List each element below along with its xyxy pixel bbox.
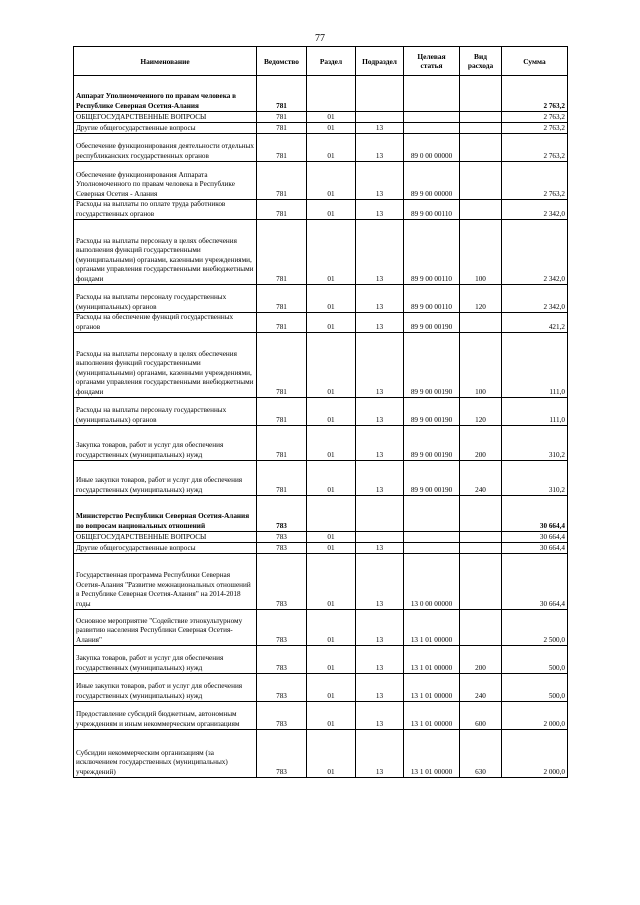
- cell-sum: 2 763,2: [502, 76, 568, 112]
- cell-dept: 783: [257, 702, 307, 730]
- header-dept: Ведомство: [257, 47, 307, 76]
- cell-sum: 2 763,2: [502, 162, 568, 200]
- cell-exp-type: [460, 112, 502, 123]
- cell-exp-type: [460, 610, 502, 646]
- cell-dept: 781: [257, 220, 307, 285]
- cell-section: 01: [307, 646, 356, 674]
- cell-exp-type: 600: [460, 702, 502, 730]
- header-name: Наименование: [74, 47, 257, 76]
- cell-exp-type: 200: [460, 646, 502, 674]
- cell-dept: 781: [257, 426, 307, 461]
- cell-target: [404, 496, 460, 532]
- cell-sum: 2 342,0: [502, 200, 568, 220]
- cell-dept: 781: [257, 313, 307, 333]
- cell-exp-type: 630: [460, 730, 502, 778]
- cell-dept: 781: [257, 333, 307, 398]
- cell-sum: 111,0: [502, 333, 568, 398]
- cell-section: 01: [307, 162, 356, 200]
- cell-name: Расходы на выплаты персоналу в целях обеспечения выполнения функций государственными (муниципальными) органами, казенными учреждениями, органами управления государственными внебюджетными фондами: [74, 333, 257, 398]
- cell-subsection: [356, 112, 404, 123]
- cell-sum: 2 500,0: [502, 610, 568, 646]
- cell-name: Расходы на выплаты персоналу государственных (муниципальных) органов: [74, 398, 257, 426]
- cell-target: 89 9 00 00190: [404, 333, 460, 398]
- cell-subsection: 13: [356, 123, 404, 134]
- table-row: [74, 543, 568, 554]
- cell-name: Расходы на обеспечение функций государственных органов: [74, 313, 257, 333]
- cell-sum: 2 763,2: [502, 112, 568, 123]
- cell-sum: 30 664,4: [502, 532, 568, 543]
- cell-dept: 781: [257, 162, 307, 200]
- cell-section: 01: [307, 333, 356, 398]
- cell-target: 89 9 00 00190: [404, 313, 460, 333]
- cell-sum: 111,0: [502, 398, 568, 426]
- cell-name: Государственная программа Республики Северная Осетия-Алания "Развитие межнациональных отношений в Республике Северная Осетия-Алания" на 2014-2018 годы: [74, 554, 257, 610]
- cell-exp-type: [460, 543, 502, 554]
- cell-sum: 421,2: [502, 313, 568, 333]
- cell-subsection: 13: [356, 674, 404, 702]
- cell-section: 01: [307, 112, 356, 123]
- cell-exp-type: [460, 532, 502, 543]
- cell-dept: 783: [257, 532, 307, 543]
- cell-name: ОБЩЕГОСУДАРСТВЕННЫЕ ВОПРОСЫ: [74, 532, 257, 543]
- cell-subsection: 13: [356, 220, 404, 285]
- cell-section: 01: [307, 543, 356, 554]
- table-row: [74, 674, 568, 702]
- cell-target: [404, 532, 460, 543]
- cell-exp-type: [460, 76, 502, 112]
- cell-target: 89 9 00 00110: [404, 200, 460, 220]
- cell-name: Субсидии некоммерческим организациям (за исключением государственных (муниципальных) учреждений): [74, 730, 257, 778]
- cell-sum: 310,2: [502, 426, 568, 461]
- cell-name: Закупка товаров, работ и услуг для обеспечения государственных (муниципальных) нужд: [74, 646, 257, 674]
- cell-exp-type: [460, 123, 502, 134]
- cell-section: 01: [307, 554, 356, 610]
- cell-target: 89 9 00 00110: [404, 220, 460, 285]
- cell-target: [404, 543, 460, 554]
- cell-section: 01: [307, 426, 356, 461]
- cell-dept: 781: [257, 112, 307, 123]
- cell-exp-type: [460, 496, 502, 532]
- cell-subsection: 13: [356, 134, 404, 162]
- cell-name: Закупка товаров, работ и услуг для обеспечения государственных (муниципальных) нужд: [74, 426, 257, 461]
- cell-section: 01: [307, 702, 356, 730]
- cell-subsection: 13: [356, 730, 404, 778]
- cell-target: 89 9 00 00190: [404, 398, 460, 426]
- cell-target: 89 9 00 00190: [404, 461, 460, 496]
- table-row: [74, 220, 568, 285]
- cell-name: Предоставление субсидий бюджетным, автономным учреждениям и иным некоммерческим организациям: [74, 702, 257, 730]
- cell-target: 89 9 00 00190: [404, 426, 460, 461]
- cell-subsection: 13: [356, 200, 404, 220]
- table-row: [74, 646, 568, 674]
- table-row: [74, 112, 568, 123]
- header-exp-type: Вид расхода: [460, 47, 502, 76]
- cell-section: 01: [307, 220, 356, 285]
- cell-sum: 30 664,4: [502, 496, 568, 532]
- cell-sum: 2 000,0: [502, 702, 568, 730]
- cell-target: 89 9 00 00110: [404, 285, 460, 313]
- cell-target: 13 1 01 00000: [404, 730, 460, 778]
- cell-section: 01: [307, 123, 356, 134]
- cell-subsection: 13: [356, 646, 404, 674]
- table-row: [74, 200, 568, 220]
- cell-subsection: 13: [356, 461, 404, 496]
- cell-name: Расходы на выплаты персоналу государственных (муниципальных) органов: [74, 285, 257, 313]
- cell-section: [307, 496, 356, 532]
- cell-sum: 30 664,4: [502, 554, 568, 610]
- cell-dept: 781: [257, 200, 307, 220]
- cell-target: [404, 123, 460, 134]
- cell-section: 01: [307, 134, 356, 162]
- cell-subsection: 13: [356, 426, 404, 461]
- cell-sum: 500,0: [502, 674, 568, 702]
- cell-name: Иные закупки товаров, работ и услуг для обеспечения государственных (муниципальных) нужд: [74, 461, 257, 496]
- cell-dept: 781: [257, 76, 307, 112]
- page-number: 77: [315, 33, 325, 44]
- cell-subsection: 13: [356, 702, 404, 730]
- cell-section: 01: [307, 461, 356, 496]
- cell-subsection: 13: [356, 285, 404, 313]
- table-row: [74, 333, 568, 398]
- cell-name: Аппарат Уполномоченного по правам человека в Республике Северная Осетия-Алания: [74, 76, 257, 112]
- cell-name: Министерство Республики Северная Осетия-Алания по вопросам национальных отношений: [74, 496, 257, 532]
- table-row: [74, 554, 568, 610]
- table-row: [74, 76, 568, 112]
- cell-name: Обеспечение функционирования деятельности отдельных республиканских государственных органов: [74, 134, 257, 162]
- cell-section: 01: [307, 398, 356, 426]
- cell-target: [404, 76, 460, 112]
- cell-name: Расходы на выплаты персоналу в целях обеспечения выполнения функций государственными (муниципальными) органами, казенными учреждениями, органами управления государственными внебюджетными фондами: [74, 220, 257, 285]
- header-subsection: Подраздел: [356, 47, 404, 76]
- cell-exp-type: [460, 200, 502, 220]
- cell-name: Обеспечение функционирования Аппарата Уполномоченного по правам человека в Республике Северная Осетия - Алания: [74, 162, 257, 200]
- cell-section: 01: [307, 532, 356, 543]
- cell-sum: 2 342,0: [502, 285, 568, 313]
- cell-dept: 783: [257, 674, 307, 702]
- header-sum: Сумма: [502, 47, 568, 76]
- cell-dept: 783: [257, 554, 307, 610]
- cell-target: [404, 112, 460, 123]
- cell-sum: 2 763,2: [502, 134, 568, 162]
- cell-exp-type: 120: [460, 285, 502, 313]
- table-row: [74, 134, 568, 162]
- cell-section: 01: [307, 674, 356, 702]
- cell-subsection: [356, 532, 404, 543]
- cell-exp-type: [460, 162, 502, 200]
- cell-target: 13 0 00 00000: [404, 554, 460, 610]
- cell-subsection: 13: [356, 313, 404, 333]
- cell-subsection: 13: [356, 554, 404, 610]
- table-row: [74, 313, 568, 333]
- table-row: [74, 162, 568, 200]
- cell-subsection: 13: [356, 543, 404, 554]
- table-row: [74, 426, 568, 461]
- cell-name: Основное мероприятие "Содействие этнокультурному развитию населения Республики Северная Осетия-Алания": [74, 610, 257, 646]
- cell-target: 89 0 00 00000: [404, 134, 460, 162]
- cell-name: Иные закупки товаров, работ и услуг для обеспечения государственных (муниципальных) нужд: [74, 674, 257, 702]
- cell-dept: 783: [257, 496, 307, 532]
- cell-exp-type: 240: [460, 674, 502, 702]
- cell-dept: 781: [257, 398, 307, 426]
- cell-target: 89 9 00 00000: [404, 162, 460, 200]
- table-row: [74, 730, 568, 778]
- cell-name: Расходы на выплаты по оплате труда работников государственных органов: [74, 200, 257, 220]
- cell-target: 13 1 01 00000: [404, 702, 460, 730]
- cell-section: 01: [307, 285, 356, 313]
- table-row: [74, 702, 568, 730]
- cell-sum: 310,2: [502, 461, 568, 496]
- header-target: Целевая статья: [404, 47, 460, 76]
- table-row: [74, 496, 568, 532]
- cell-subsection: 13: [356, 162, 404, 200]
- cell-sum: 2 000,0: [502, 730, 568, 778]
- cell-section: [307, 76, 356, 112]
- cell-exp-type: 100: [460, 333, 502, 398]
- table-row: [74, 123, 568, 134]
- cell-dept: 781: [257, 461, 307, 496]
- cell-dept: 783: [257, 730, 307, 778]
- cell-sum: 500,0: [502, 646, 568, 674]
- cell-subsection: 13: [356, 333, 404, 398]
- cell-sum: 30 664,4: [502, 543, 568, 554]
- cell-section: 01: [307, 313, 356, 333]
- cell-dept: 783: [257, 610, 307, 646]
- cell-name: Другие общегосударственные вопросы: [74, 123, 257, 134]
- cell-section: 01: [307, 730, 356, 778]
- cell-dept: 781: [257, 134, 307, 162]
- cell-exp-type: 100: [460, 220, 502, 285]
- cell-exp-type: 120: [460, 398, 502, 426]
- cell-exp-type: [460, 313, 502, 333]
- header-row: [74, 47, 568, 76]
- budget-table: [73, 46, 568, 778]
- table-row: [74, 461, 568, 496]
- cell-subsection: 13: [356, 398, 404, 426]
- cell-dept: 781: [257, 285, 307, 313]
- cell-subsection: [356, 76, 404, 112]
- cell-name: ОБЩЕГОСУДАРСТВЕННЫЕ ВОПРОСЫ: [74, 112, 257, 123]
- cell-exp-type: [460, 134, 502, 162]
- header-section: Раздел: [307, 47, 356, 76]
- cell-sum: 2 763,2: [502, 123, 568, 134]
- cell-dept: 781: [257, 123, 307, 134]
- cell-section: 01: [307, 200, 356, 220]
- cell-target: 13 1 01 00000: [404, 610, 460, 646]
- cell-subsection: [356, 496, 404, 532]
- cell-exp-type: 200: [460, 426, 502, 461]
- cell-sum: 2 342,0: [502, 220, 568, 285]
- cell-target: 13 1 01 00000: [404, 646, 460, 674]
- cell-target: 13 1 01 00000: [404, 674, 460, 702]
- table-row: [74, 398, 568, 426]
- cell-subsection: 13: [356, 610, 404, 646]
- table-row: [74, 532, 568, 543]
- cell-exp-type: 240: [460, 461, 502, 496]
- cell-exp-type: [460, 554, 502, 610]
- cell-dept: 783: [257, 646, 307, 674]
- cell-dept: 783: [257, 543, 307, 554]
- cell-name: Другие общегосударственные вопросы: [74, 543, 257, 554]
- cell-section: 01: [307, 610, 356, 646]
- table-row: [74, 285, 568, 313]
- table-row: [74, 610, 568, 646]
